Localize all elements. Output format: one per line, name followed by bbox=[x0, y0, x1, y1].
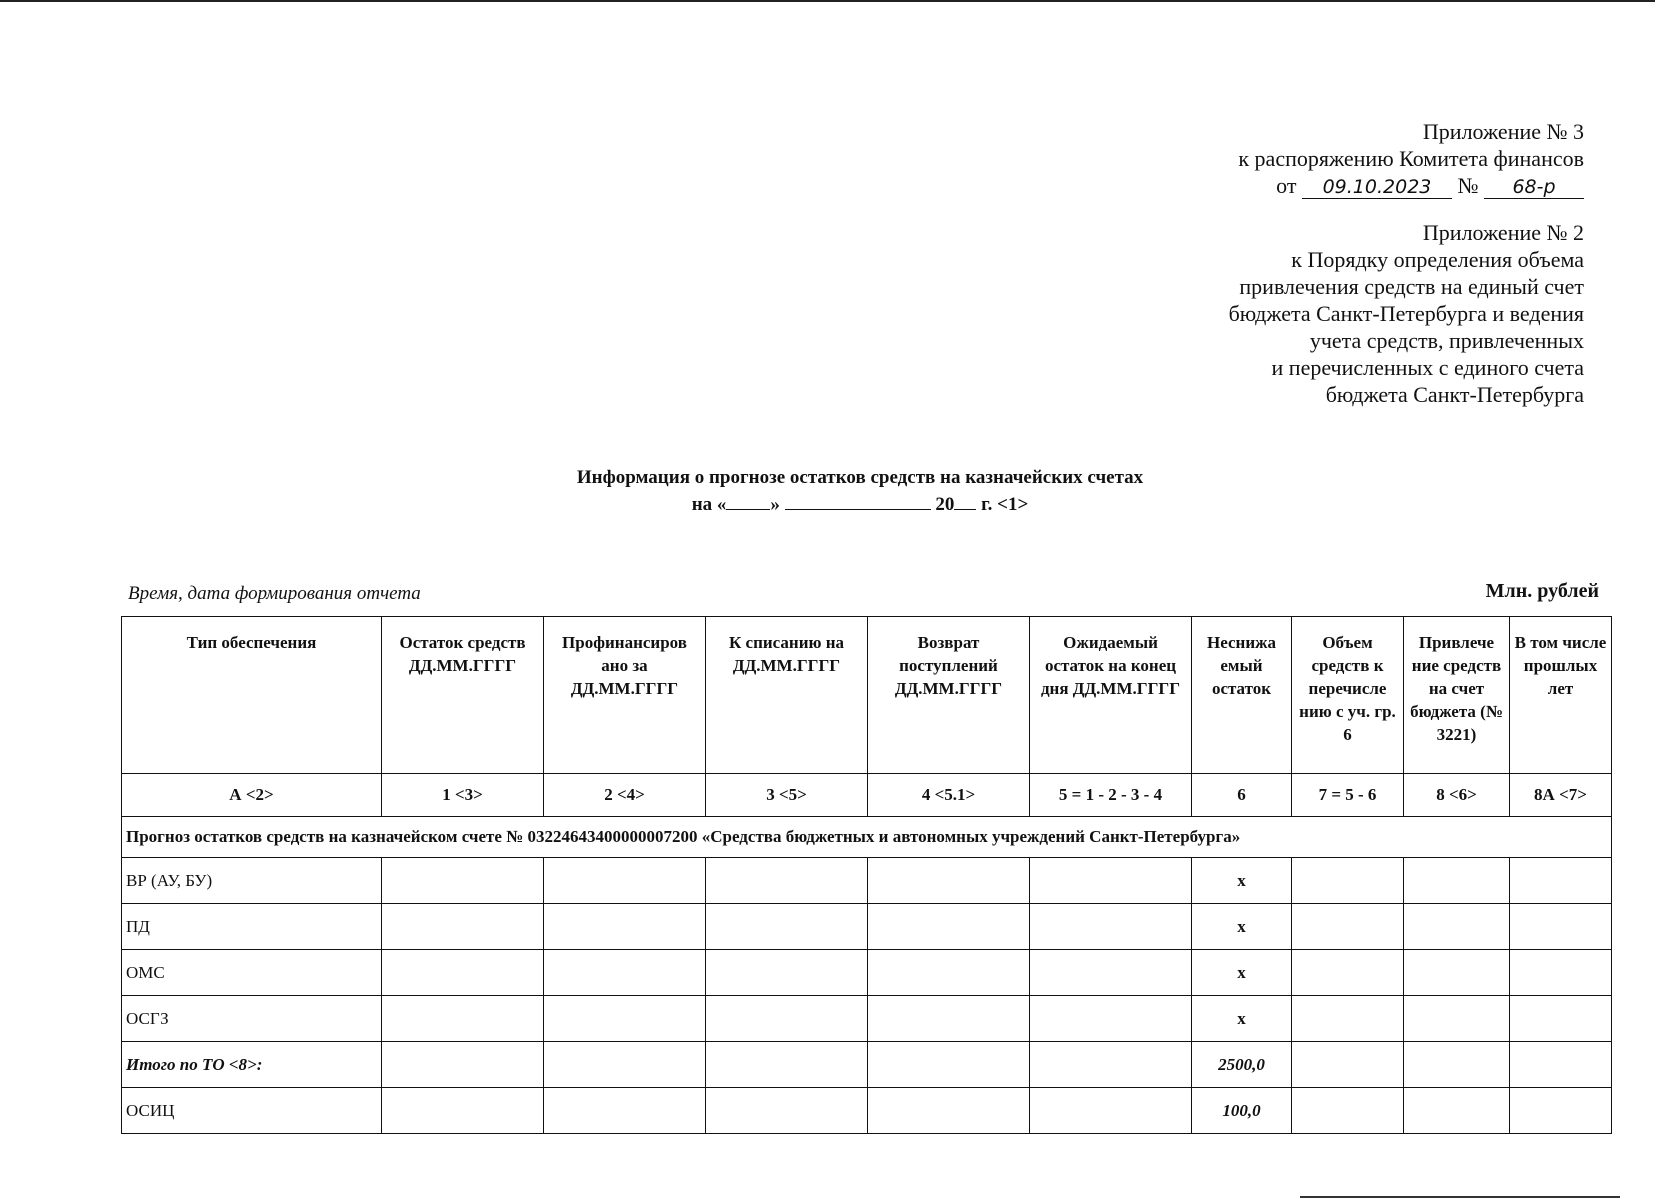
appendix-line: и перечисленных с единого счета bbox=[1271, 355, 1584, 380]
title-line: Информация о прогнозе остатков средств на казначейских счетах bbox=[576, 467, 1144, 488]
table-cell bbox=[1030, 1042, 1192, 1088]
index-cell: А <2> bbox=[122, 774, 382, 817]
column-index-row bbox=[122, 774, 1612, 817]
table-row bbox=[122, 904, 1612, 950]
appendix-line: Приложение № 2 bbox=[1422, 220, 1584, 245]
table-cell bbox=[868, 858, 1030, 904]
row-label: ВР (АУ, БУ) bbox=[122, 858, 382, 904]
page-top-edge bbox=[0, 0, 1655, 2]
table-cell bbox=[1404, 1042, 1510, 1088]
row-label: ПД bbox=[122, 904, 382, 950]
table-cell bbox=[544, 858, 706, 904]
header-cell: Привлече ние средств на счет бюджета (№ 3221) bbox=[1404, 617, 1510, 774]
from-label: от bbox=[1276, 173, 1297, 198]
header-cell: Остаток средств ДД.ММ.ГГГГ bbox=[382, 617, 544, 774]
table-cell bbox=[868, 950, 1030, 996]
table-cell bbox=[382, 858, 544, 904]
header-cell: Возврат поступлений ДД.ММ.ГГГГ bbox=[868, 617, 1030, 774]
title-on: на « bbox=[691, 494, 727, 515]
row-label: ОСГЗ bbox=[122, 996, 382, 1042]
table-row bbox=[122, 1088, 1612, 1134]
row-label: ОСИЦ bbox=[122, 1088, 382, 1134]
units-caption: Млн. рублей bbox=[1485, 580, 1599, 602]
header-cell: Неснижа емый остаток bbox=[1192, 617, 1292, 774]
index-cell: 8А <7> bbox=[1510, 774, 1612, 817]
header-cell: Объем средств к перечисле нию с уч. гр. 6 bbox=[1292, 617, 1404, 774]
table-row bbox=[122, 1042, 1612, 1088]
handwritten-number: 68-р bbox=[1484, 176, 1584, 199]
table-cell bbox=[1510, 904, 1612, 950]
table-cell bbox=[544, 904, 706, 950]
appendix-header bbox=[1104, 118, 1584, 408]
title-close-quote: » bbox=[770, 494, 780, 515]
table-cell bbox=[544, 1088, 706, 1134]
table-cell bbox=[1510, 996, 1612, 1042]
table-cell bbox=[868, 904, 1030, 950]
index-cell: 6 bbox=[1192, 774, 1292, 817]
bottom-edge-line bbox=[1300, 1196, 1620, 1198]
nonreducible-cell: x bbox=[1192, 996, 1292, 1042]
section-row bbox=[122, 817, 1612, 858]
appendix-line: к распоряжению Комитета финансов bbox=[1238, 146, 1584, 171]
table-cell bbox=[382, 996, 544, 1042]
month-blank bbox=[785, 491, 931, 510]
index-cell: 8 <6> bbox=[1404, 774, 1510, 817]
table-cell bbox=[382, 904, 544, 950]
appendix-date-line bbox=[1104, 172, 1584, 199]
nonreducible-cell: x bbox=[1192, 950, 1292, 996]
table-cell bbox=[706, 1042, 868, 1088]
header-cell: В том числе прошлых лет bbox=[1510, 617, 1612, 774]
row-label: Итого по ТО <8>: bbox=[122, 1042, 382, 1088]
table-cell bbox=[868, 996, 1030, 1042]
table-cell bbox=[868, 1088, 1030, 1134]
table-cell bbox=[1292, 996, 1404, 1042]
index-cell: 7 = 5 - 6 bbox=[1292, 774, 1404, 817]
year-blank bbox=[954, 491, 976, 510]
table-cell bbox=[1292, 858, 1404, 904]
table-cell bbox=[706, 1088, 868, 1134]
appendix-line: к Порядку определения объема bbox=[1291, 247, 1584, 272]
appendix-line: бюджета Санкт-Петербурга bbox=[1325, 382, 1584, 407]
table-cell bbox=[1404, 858, 1510, 904]
section-title: Прогноз остатков средств на казначейском счете № 03224643400000007200 «Средства бюджетных и автономных учреждений Санкт-Петербурга» bbox=[122, 817, 1612, 858]
nonreducible-cell: 2500,0 bbox=[1192, 1042, 1292, 1088]
table-cell bbox=[1510, 1042, 1612, 1088]
table-cell bbox=[706, 950, 868, 996]
table-cell bbox=[382, 1088, 544, 1134]
row-label: ОМС bbox=[122, 950, 382, 996]
table-cell bbox=[382, 950, 544, 996]
table-cell bbox=[1030, 996, 1192, 1042]
header-row bbox=[122, 617, 1612, 774]
table-cell bbox=[544, 1042, 706, 1088]
number-label: № bbox=[1457, 173, 1479, 198]
table-cell bbox=[1510, 858, 1612, 904]
table-cell bbox=[1404, 996, 1510, 1042]
table-cell bbox=[706, 904, 868, 950]
forecast-table bbox=[121, 616, 1612, 1134]
index-cell: 5 = 1 - 2 - 3 - 4 bbox=[1030, 774, 1192, 817]
table-cell bbox=[868, 1042, 1030, 1088]
appendix-line: Приложение № 3 bbox=[1422, 119, 1584, 144]
title-year-prefix: 20 bbox=[935, 494, 955, 515]
report-time-caption: Время, дата формирования отчета bbox=[128, 583, 421, 604]
table-cell bbox=[1404, 1088, 1510, 1134]
table-cell bbox=[1030, 858, 1192, 904]
header-cell: К списанию на ДД.ММ.ГГГГ bbox=[706, 617, 868, 774]
table-cell bbox=[1510, 1088, 1612, 1134]
day-blank bbox=[726, 491, 770, 510]
table-cell bbox=[706, 996, 868, 1042]
index-cell: 3 <5> bbox=[706, 774, 868, 817]
table-cell bbox=[1030, 950, 1192, 996]
table-row bbox=[122, 858, 1612, 904]
table-cell bbox=[544, 950, 706, 996]
header-cell: Тип обеспечения bbox=[122, 617, 382, 774]
nonreducible-cell: 100,0 bbox=[1192, 1088, 1292, 1134]
header-cell: Профинансиров ано за ДД.ММ.ГГГГ bbox=[544, 617, 706, 774]
table-row bbox=[122, 950, 1612, 996]
appendix-line: привлечения средств на единый счет bbox=[1239, 274, 1584, 299]
table-cell bbox=[1292, 950, 1404, 996]
nonreducible-cell: x bbox=[1192, 858, 1292, 904]
table-cell bbox=[1404, 950, 1510, 996]
appendix-line: бюджета Санкт-Петербурга и ведения bbox=[1228, 301, 1584, 326]
header-cell: Ожидаемый остаток на конец дня ДД.ММ.ГГГГ bbox=[1030, 617, 1192, 774]
title-date-line bbox=[0, 491, 1655, 518]
table-cell bbox=[1404, 904, 1510, 950]
table-cell bbox=[544, 996, 706, 1042]
document-title bbox=[0, 465, 1655, 518]
table-cell bbox=[1030, 1088, 1192, 1134]
index-cell: 1 <3> bbox=[382, 774, 544, 817]
index-cell: 4 <5.1> bbox=[868, 774, 1030, 817]
table-cell bbox=[1292, 904, 1404, 950]
nonreducible-cell: x bbox=[1192, 904, 1292, 950]
table-cell bbox=[706, 858, 868, 904]
index-cell: 2 <4> bbox=[544, 774, 706, 817]
table-row bbox=[122, 996, 1612, 1042]
table-cell bbox=[1510, 950, 1612, 996]
table-cell bbox=[1292, 1042, 1404, 1088]
table-cell bbox=[1292, 1088, 1404, 1134]
appendix-line: учета средств, привлеченных bbox=[1309, 328, 1584, 353]
handwritten-date: 09.10.2023 bbox=[1302, 176, 1452, 199]
title-year-suffix: г. <1> bbox=[981, 494, 1029, 515]
table-cell bbox=[382, 1042, 544, 1088]
table-cell bbox=[1030, 904, 1192, 950]
